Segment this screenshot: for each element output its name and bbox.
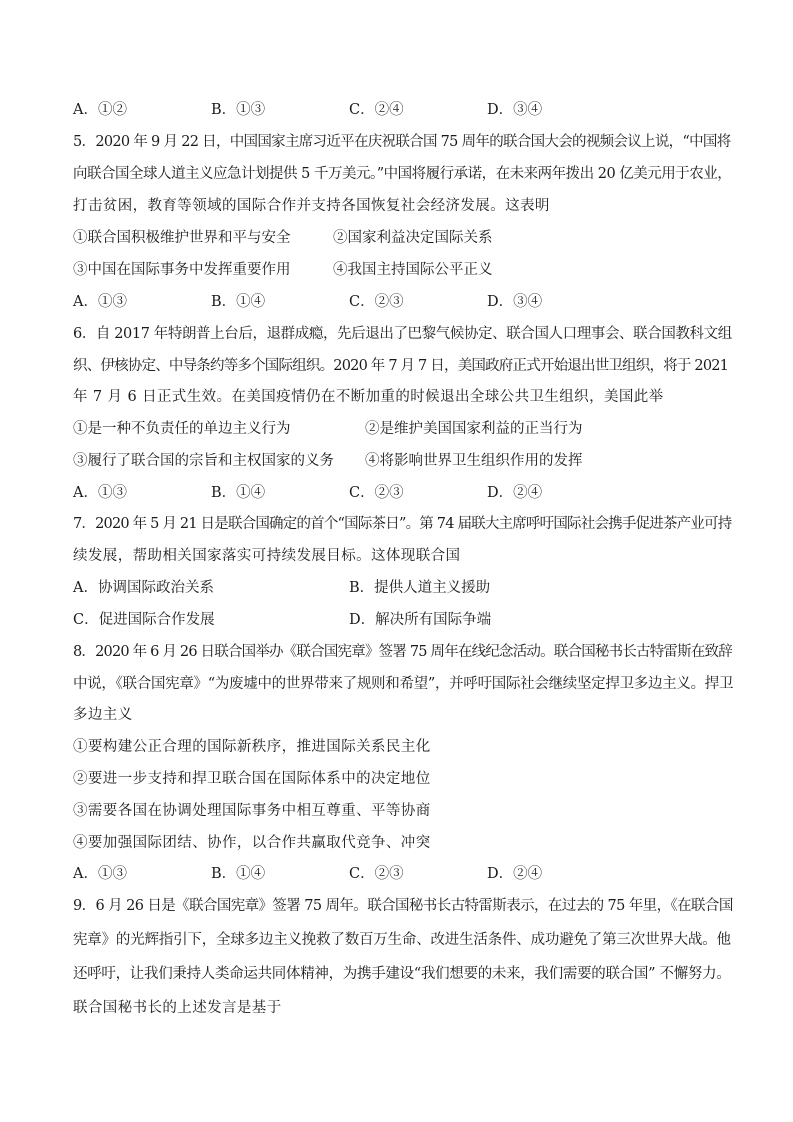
q5-statements-row-2 <box>73 260 733 280</box>
q8-statement-1: ①要构建公正合理的国际新秩序，推进国际关系民主化 <box>73 739 431 755</box>
q8-statement-2: ②要进一步支持和捍卫联合国在国际体系中的决定地位 <box>73 771 431 787</box>
q7-stem-line-2: 续发展，帮助相关国家落实可持续发展目标。这体现联合国 <box>73 548 461 564</box>
q6-statements-row-2 <box>73 451 733 471</box>
q4-options <box>73 100 733 120</box>
q4-option-c[interactable]: C．②④ <box>349 102 404 118</box>
q6-option-d[interactable]: D．②④ <box>487 485 543 501</box>
q8-stem-line-2: 中说，《联合国宪章》“为废墟中的世界带来了规则和希望”，并呼吁国际社会继续坚定捍卫多边主义。捍卫 <box>73 676 734 692</box>
q5-option-d[interactable]: D．③④ <box>487 294 543 310</box>
q9-stem-line-3: 还呼吁，让我们秉持人类命运共同体精神，为携手建设“我们想要的未来，我们需要的联合国” 不懈努力。 <box>73 966 731 982</box>
q9-stem-line-2: 宪章》的光辉指引下，全球多边主义挽救了数百万生命、改进生活条件、成功避免了第三次世界大战。他 <box>73 932 731 948</box>
q5-statements-row-1 <box>73 228 733 248</box>
q4-option-b[interactable]: B．①③ <box>211 102 266 118</box>
q8-option-c[interactable]: C．②③ <box>349 866 404 882</box>
q8-options <box>73 864 733 884</box>
q7-options-row-1 <box>73 578 733 598</box>
q9-stem-line-1: 9．6 月 26 日是《联合国宪章》签署 75 周年。联合国秘书长古特雷斯表示，在过去的 75 年里，《在联合国 <box>73 898 733 914</box>
q5-stem-line-3: 打击贫困，教育等领域的国际合作并支持各国恢复社会经济发展。这表明 <box>73 198 550 214</box>
q6-statement-4: ④将影响世界卫生组织作用的发挥 <box>365 453 583 469</box>
q6-option-b[interactable]: B．①④ <box>211 485 266 501</box>
q6-stem-line-1: 6．自 2017 年特朗普上台后，退群成瘾，先后退出了巴黎气候协定、联合国人口理事会、联合国教科文组 <box>73 326 732 342</box>
q5-options <box>73 292 733 312</box>
q5-statement-4: ④我国主持国际公平正义 <box>333 262 493 278</box>
q9-stem-line-4: 联合国秘书长的上述发言是基于 <box>73 1000 282 1016</box>
q5-option-c[interactable]: C．②③ <box>349 294 404 310</box>
q8-option-a[interactable]: A．①③ <box>73 866 127 882</box>
q6-options <box>73 483 733 503</box>
q7-options-row-2 <box>73 610 733 630</box>
q6-option-a[interactable]: A．①③ <box>73 485 127 501</box>
q6-option-c[interactable]: C．②③ <box>349 485 404 501</box>
q8-stem-line-3: 多边主义 <box>73 707 133 723</box>
q8-option-b[interactable]: B．①④ <box>211 866 266 882</box>
q8-statement-4: ④要加强国际团结、协作，以合作共赢取代竞争、冲突 <box>73 835 431 851</box>
q5-statement-3: ③中国在国际事务中发挥重要作用 <box>73 262 291 278</box>
q6-statement-2: ②是维护美国国家利益的正当行为 <box>365 421 583 437</box>
q5-option-a[interactable]: A．①③ <box>73 294 127 310</box>
q5-statement-1: ①联合国积极维护世界和平与安全 <box>73 230 291 246</box>
q5-stem-line-2: 向联合国全球人道主义应急计划提供 5 千万美元。”中国将履行承诺，在未来两年拨出 20 亿美元用于农业， <box>73 166 732 182</box>
q6-statement-3: ③履行了联合国的宗旨和主权国家的义务 <box>73 453 334 469</box>
q8-stem-line-1: 8．2020 年 6 月 26 日联合国举办《联合国宪章》签署 75 周年在线纪念活动。联合国秘书长古特雷斯在致辞 <box>73 644 732 660</box>
q7-option-d[interactable]: D．解决所有国际争端 <box>349 612 492 628</box>
q8-statement-3: ③需要各国在协调处理国际事务中相互尊重、平等协商 <box>73 803 431 819</box>
q7-stem-line-1: 7．2020 年 5 月 21 日是联合国确定的首个“国际茶日”。第 74 届联大主席呼吁国际社会携手促进茶产业可持 <box>73 516 732 532</box>
q7-option-c[interactable]: C．促进国际合作发展 <box>73 612 215 628</box>
q6-stem-line-2: 织、伊核协定、中导条约等多个国际组织。2020 年 7 月 7 日，美国政府正式开始退出世卫组织，将于 2021 <box>73 358 729 374</box>
q6-statements-row-1 <box>73 419 733 439</box>
q5-stem-line-1: 5．2020 年 9 月 22 日，中国国家主席习近平在庆祝联合国 75 周年的联合国大会的视频会议上说，“中国将 <box>73 134 731 150</box>
q5-statement-2: ②国家利益决定国际关系 <box>333 230 493 246</box>
q8-option-d[interactable]: D．②④ <box>487 866 543 882</box>
q4-option-d[interactable]: D．③④ <box>487 102 543 118</box>
q5-option-b[interactable]: B．①④ <box>211 294 266 310</box>
q7-option-b[interactable]: B．提供人道主义援助 <box>349 580 491 596</box>
q6-stem-line-3: 年 7 月 6 日正式生效。在美国疫情仍在不断加重的时候退出全球公共卫生组织，美国此举 <box>73 389 664 405</box>
q4-option-a[interactable]: A．①② <box>73 102 127 118</box>
q6-statement-1: ①是一种不负责任的单边主义行为 <box>73 421 291 437</box>
q7-option-a[interactable]: A．协调国际政治关系 <box>73 580 214 596</box>
